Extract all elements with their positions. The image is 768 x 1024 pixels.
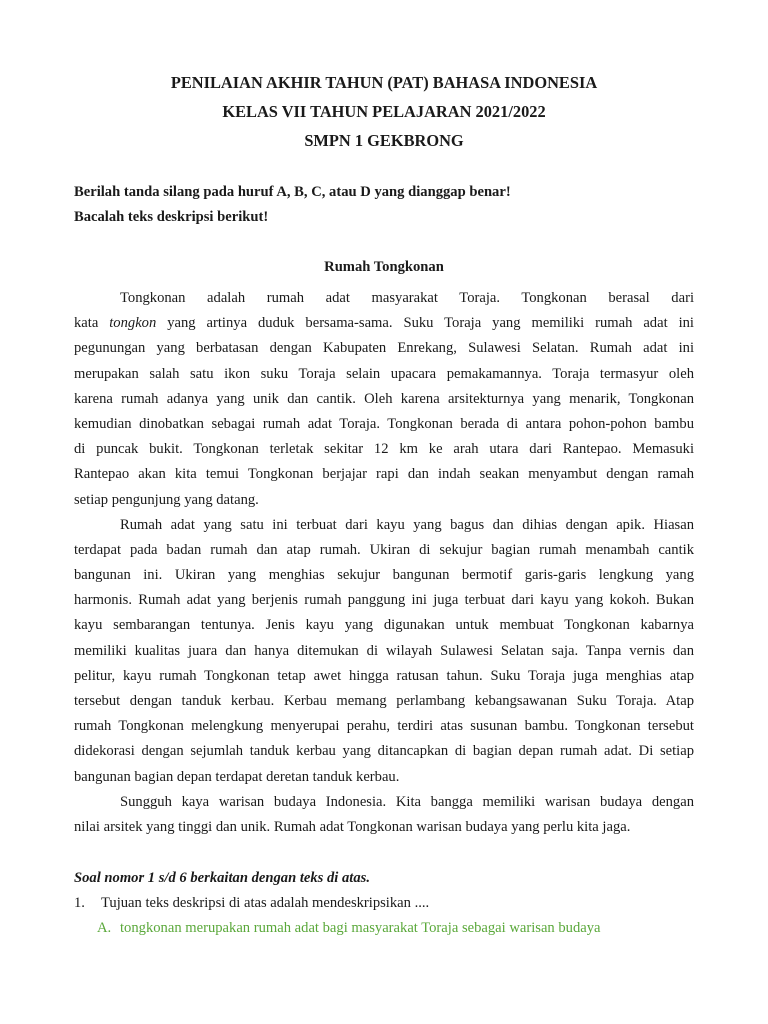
passage-line: rumah Tongkonan melengkung menyerupai perahu, terdiri atas susunan bambu. Tongkonan tersebut <box>74 718 694 735</box>
instruction-answer: Berilah tanda silang pada huruf A, B, C, atau D yang dianggap benar! <box>74 184 511 200</box>
italic-term: tongkon <box>109 315 157 332</box>
passage-title: Rumah Tongkonan <box>324 259 444 275</box>
questions-heading: Soal nomor 1 s/d 6 berkaitan dengan teks di atas. <box>74 870 370 886</box>
question-text: Tujuan teks deskripsi di atas adalah mendeskripsikan .... <box>101 895 430 911</box>
passage-line: Rantepao akan kita temui Tongkonan berjajar rapi dan indah seakan menyambut dengan ramah <box>74 466 694 483</box>
passage-line: Rumah adat yang satu ini terbuat dari kayu yang bagus dan dihias dengan apik. Hiasan <box>120 516 694 533</box>
passage-line: merupakan salah satu ikon suku Toraja selain upacara pemakamannya. Toraja termasyur oleh <box>74 365 694 382</box>
passage-line: di puncak bukit. Tongkonan terletak sekitar 12 km ke arah utara dari Rantepao. Memasuki <box>74 441 694 458</box>
passage-line: kayu sembarangan tentunya. Jenis kayu yang digunakan untuk membuat Tongkonan kabarnya <box>74 617 694 634</box>
paragraph-1 <box>74 286 694 513</box>
passage-line: kata tongkon yang artinya duduk bersama-sama. Suku Toraja yang memiliki rumah adat ini <box>74 315 694 332</box>
option-a[interactable] <box>74 916 694 941</box>
option-letter: A. <box>97 920 112 936</box>
document-header <box>0 68 768 155</box>
passage-line: nilai arsitek yang tinggi dan unik. Rumah adat Tongkonan warisan budaya yang perlu kita jaga. <box>74 818 631 835</box>
option-text: tongkonan merupakan rumah adat bagi masyarakat Toraja sebagai warisan budaya <box>120 920 601 936</box>
instructions <box>74 180 511 230</box>
header-class-year: KELAS VII TAHUN PELAJARAN 2021/2022 <box>222 102 546 121</box>
passage-line: memiliki kualitas juara dan hanya ditemukan di wilayah Sulawesi Selatan saja. Tanpa vernis dan <box>74 642 694 659</box>
header-school: SMPN 1 GEKBRONG <box>304 131 464 150</box>
passage-body <box>74 286 694 840</box>
passage-line: kemudian dinobatkan sebagai rumah adat Toraja. Tongkonan berada di antara pohon-pohon bambu <box>74 415 694 432</box>
passage-line: bangunan ini. Ukiran yang menghias sekujur bangunan bermotif garis-garis lengkung yang <box>74 567 694 584</box>
passage-line: didekorasi dengan sejumlah tanduk kerbau yang ditancapkan di bagian depan rumah adat. Di setiap <box>74 743 694 760</box>
passage-line: pegunungan yang berbatasan dengan Kabupaten Enrekang, Sulawesi Selatan. Rumah adat ini <box>74 340 694 357</box>
passage-line: setiap pengunjung yang datang. <box>74 491 259 508</box>
paragraph-3 <box>74 790 694 840</box>
passage-line: tersebut dengan tanduk kerbau. Kerbau memang perlambang kebangsawanan Suku Toraja. Atap <box>74 693 694 709</box>
passage-line: Sungguh kaya warisan budaya Indonesia. Kita bangga memiliki warisan budaya dengan <box>120 793 694 810</box>
passage-line: bangunan bagian depan terdapat deretan tanduk kerbau. <box>74 768 400 785</box>
passage-line: terdapat pada badan rumah dan atap rumah. Ukiran di sekujur bagian rumah menambah cantik <box>74 541 694 558</box>
passage-line: pelitur, kayu rumah Tongkonan tetap awet hingga ratusan tahun. Suku Toraja juga menghias atap <box>74 667 694 684</box>
questions-section <box>74 866 694 941</box>
question-number: 1. <box>74 895 85 911</box>
passage-line: Tongkonan adalah rumah adat masyarakat Toraja. Tongkonan berasal dari <box>120 290 694 306</box>
passage-line: harmonis. Rumah adat yang berjenis rumah panggung ini juga terbuat dari kayu yang kokoh. Bukan <box>74 592 694 609</box>
paragraph-2 <box>74 513 694 790</box>
instruction-read: Bacalah teks deskripsi berikut! <box>74 209 269 225</box>
header-title: PENILAIAN AKHIR TAHUN (PAT) BAHASA INDONESIA <box>170 73 598 92</box>
passage-line: karena rumah adanya yang unik dan cantik. Oleh karena arsitekturnya yang menarik, Tongkonan <box>74 390 694 407</box>
question-1 <box>74 891 694 916</box>
